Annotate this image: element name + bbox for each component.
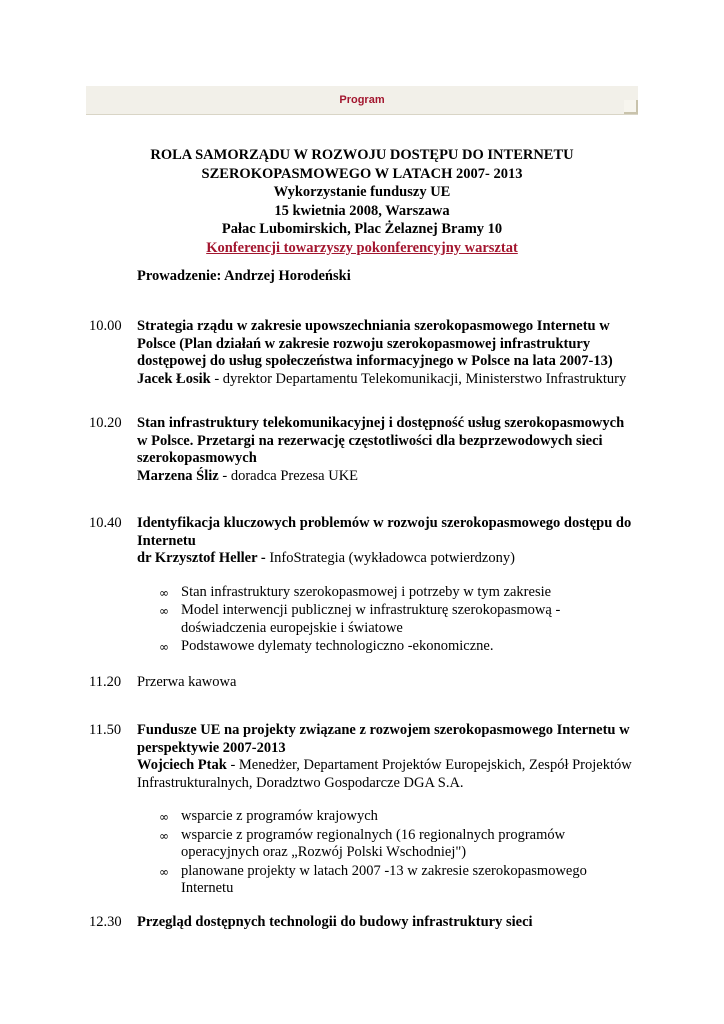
speaker-role: - Menedżer, Departament Projektów Europejskich, Zespół Projektów Infrastrukturalnych, Doradztwo Gospodarcze DGA S.A. (137, 757, 632, 791)
title-subtitle: Wykorzystanie funduszy UE (273, 184, 451, 200)
speaker-role: InfoStrategia (wykładowca potwierdzony) (265, 550, 515, 566)
speaker-role: - doradca Prezesa UKE (218, 467, 359, 484)
topic-list (137, 808, 637, 898)
speaker-name: Wojciech Ptak (137, 757, 227, 773)
session-title: Fundusze UE na projekty związane z rozwojem szerokopasmowego Internetu w perspektywie 2007-2013 (137, 722, 630, 756)
speaker-name: Jacek Łosik (137, 370, 211, 387)
list-item: ∞ wsparcie z programów krajowych (137, 808, 637, 826)
session-item (137, 318, 637, 388)
list-item: ∞ planowane projekty w latach 2007 -13 w zakresie szerokopasmowego Internetu (159, 862, 587, 896)
title-date: 15 kwietnia 2008, Warszawa (274, 202, 450, 219)
title-line-2: SZEROKOPASMOWEGO W LATACH 2007- 2013 (201, 165, 523, 182)
session-item (137, 415, 637, 485)
bullet-icon: ∞ (159, 828, 169, 843)
conference-title-block (86, 146, 638, 257)
session-time: 10.20 (89, 415, 122, 431)
speaker-role: - dyrektor Departamentu Telekomunikacji, Ministerstwo Infrastruktury (210, 370, 627, 387)
moderator: Prowadzenie: Andrzej Horodeński (137, 268, 351, 284)
bullet-icon: ∞ (159, 864, 169, 879)
session-item (137, 914, 637, 932)
list-item: ∞ Model interwencji publicznej w infrastrukturę szerokopasmową - doświadczenia europejskie i światowe (159, 602, 561, 636)
session-title: Identyfikacja kluczowych problemów w rozwoju szerokopasmowego dostępu do Internetu (137, 515, 632, 549)
list-item: ∞ Podstawowe dylematy technologiczno -ekonomiczne. (137, 638, 637, 656)
session-title: Przegląd dostępnych technologii do budowy infrastruktury sieci (137, 914, 533, 930)
session-title: Stan infrastruktury telekomunikacyjnej i dostępność usług szerokopasmowych w Polsce. Przetargi na rezerwację częstotliwości dla bezprzewodowych sieci szerokopasmowych (137, 415, 625, 466)
speaker-name: Marzena Śliz (137, 467, 219, 484)
header-corner-decoration (624, 100, 638, 114)
title-line-1: ROLA SAMORZĄDU W ROZWOJU DOSTĘPU DO INTERNETU (150, 147, 574, 163)
header-bar (86, 86, 638, 115)
session-time: 12.30 (89, 914, 122, 930)
session-time: 11.50 (89, 722, 122, 738)
session-item (137, 515, 637, 657)
session-title: Strategia rządu w zakresie upowszechniania szerokopasmowego Internetu w Polsce (Plan działań w zakresie rozwoju szerokopasmowej infrastruktury dostępowej do usług społeczeństwa informacyjnego w Polsce na lata 2007-13) (137, 318, 613, 369)
session-item (137, 722, 637, 899)
session-time: 11.20 (89, 674, 122, 690)
title-venue: Pałac Lubomirskich, Plac Żelaznej Bramy 10 (221, 221, 503, 237)
session-time: 10.40 (89, 515, 122, 531)
bullet-icon: ∞ (159, 810, 169, 824)
header-label: Program (339, 94, 385, 106)
session-time: 10.00 (89, 318, 122, 334)
bullet-icon: ∞ (159, 640, 169, 654)
bullet-icon: ∞ (159, 604, 169, 618)
workshop-link[interactable]: Konferencji towarzyszy pokonferencyjny warsztat (206, 239, 518, 256)
bullet-icon: ∞ (159, 585, 169, 600)
coffee-break: Przerwa kawowa (137, 674, 237, 690)
speaker-name: dr Krzysztof Heller - (137, 550, 266, 566)
list-item: ∞ wsparcie z programów regionalnych (16 regionalnych programów operacyjnych oraz „Rozwój Polski Wschodniej") (159, 826, 566, 860)
list-item: ∞ Stan infrastruktury szerokopasmowej i potrzeby w tym zakresie (137, 584, 637, 602)
topic-list (137, 584, 637, 656)
